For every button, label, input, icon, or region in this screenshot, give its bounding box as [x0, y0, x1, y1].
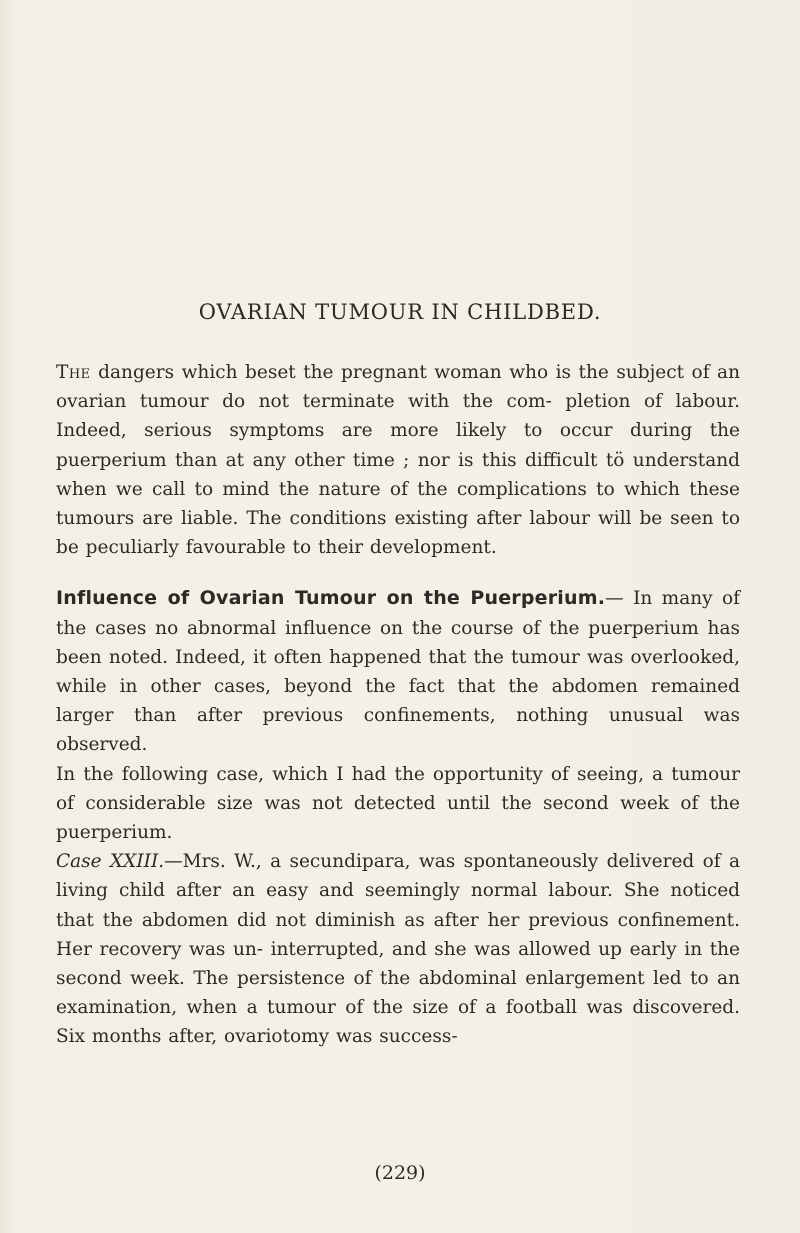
case-paragraph: [56, 847, 740, 1051]
page-number: (229): [374, 1162, 426, 1184]
case-label: Case XXIII.: [56, 851, 165, 873]
section-paragraph-text: In many of the cases no abnormal influence on the course of the puerperium has been noted. Indeed, it often happened that the tumour was overlooked, while in other cases, beyond the fact that the abdomen remained larger than after previous confinements, nothing unusual was observed.: [56, 588, 740, 756]
case-paragraph-text: —Mrs. W., a secundipara, was spontaneously delivered of a living child after an easy and seemingly normal labour. She noticed that the abdomen did not diminish as after her previous confinement. Her recovery was un- interrupted, and she was allowed up early in the second week. The persistence of the abdominal enlargement led to an examination, when a tumour of the size of a football was discovered. Six months after, ovariotomy was success-: [56, 851, 740, 1048]
section-heading: Influence of Ovarian Tumour on the Puerperium.: [56, 587, 606, 610]
body-text: [56, 358, 740, 1052]
section-paragraph: [56, 584, 740, 759]
section-dash: —: [605, 588, 624, 610]
chapter-title: OVARIAN TUMOUR IN CHILDBED.: [198, 300, 602, 324]
following-case-paragraph: In the following case, which I had the opportunity of seeing, a tumour of considerable size was not detected until the second week of the puerperium.: [56, 763, 740, 844]
intro-lead-word: The: [56, 362, 91, 383]
intro-paragraph: [56, 358, 740, 562]
intro-paragraph-text: dangers which beset the pregnant woman who is the subject of an ovarian tumour do not terminate with the com- pletion of labour. Indeed, serious symptoms are more likely to occur during the puerperium than at any other time ; nor is this difficult tö understand when we call to mind the nature of the complications to which these tumours are liable. The conditions existing after labour will be seen to be peculiarly favourable to their development.: [56, 362, 740, 559]
